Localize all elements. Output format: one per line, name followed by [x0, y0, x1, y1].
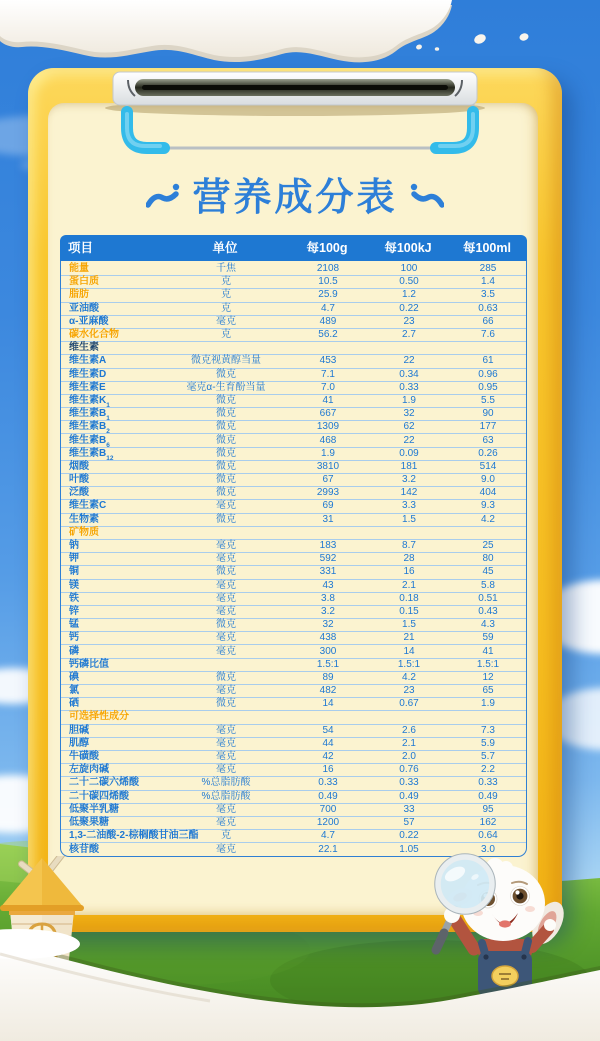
row-g: 2993 [316, 487, 340, 499]
table-row [61, 672, 526, 685]
row-ml: 1.4 [481, 276, 495, 288]
row-g: 3810 [316, 460, 340, 472]
row-unit: 毫克 [216, 764, 236, 776]
row-g: 667 [319, 408, 337, 420]
row-kj: 0.09 [399, 447, 419, 459]
row-ml: 5.5 [481, 394, 495, 406]
row-g: 56.2 [318, 329, 338, 341]
row-label: 牛磺酸 [69, 751, 99, 763]
row-ml: 66 [482, 315, 494, 327]
row-g: 300 [319, 645, 337, 657]
row-unit: 微克 [216, 566, 236, 578]
table-row [61, 817, 526, 830]
row-label: 维生素$B_2$ [69, 421, 110, 436]
row-label: 磷 [69, 645, 79, 657]
table-row [61, 369, 526, 382]
row-unit: 毫克 [216, 751, 236, 763]
table-section-row [61, 711, 526, 724]
row-kj: 1.5 [402, 513, 416, 525]
column-header: 每100kJ [384, 241, 432, 255]
row-ml: 65 [482, 685, 494, 697]
row-label: 钠 [69, 540, 79, 552]
row-g: 468 [319, 434, 337, 446]
row-kj: 21 [403, 632, 415, 644]
row-g: 16 [322, 764, 334, 776]
row-kj: 8.7 [402, 540, 416, 552]
row-unit: 毫克 [216, 685, 236, 697]
row-g: 1.5:1 [316, 658, 340, 670]
row-unit: 微克 [216, 474, 236, 486]
row-label: 左旋肉碱 [69, 764, 109, 776]
table-row [61, 580, 526, 593]
row-unit: 微克 [216, 698, 236, 710]
row-label: 钙 [69, 632, 79, 644]
column-header: 项目 [68, 241, 94, 255]
row-kj: 0.76 [399, 764, 419, 776]
row-g: 89 [322, 671, 334, 683]
row-ml: 2.2 [481, 764, 495, 776]
table-row [61, 263, 526, 276]
row-label: 二十二碳六烯酸 [69, 777, 139, 789]
row-unit: 微克 [216, 368, 236, 380]
row-g: 22.1 [318, 843, 338, 855]
row-ml: 90 [482, 408, 494, 420]
table-body [60, 261, 527, 857]
row-label: 肌醇 [69, 737, 89, 749]
row-g: 43 [322, 579, 334, 591]
table-row [61, 289, 526, 302]
row-unit: 克 [221, 830, 231, 842]
row-unit: 毫克α-生育酚当量 [186, 381, 266, 393]
row-g: 10.5 [318, 276, 338, 288]
row-ml: 5.8 [481, 579, 495, 591]
row-ml: 4.2 [481, 513, 495, 525]
row-label: 胆碱 [69, 724, 89, 736]
table-row [61, 566, 526, 579]
row-kj: 2.7 [402, 329, 416, 341]
row-unit: 毫克 [216, 816, 236, 828]
row-unit: 毫克 [216, 645, 236, 657]
row-g: 7.1 [321, 368, 335, 380]
table-row [61, 751, 526, 764]
row-ml: 3.0 [481, 843, 495, 855]
row-g: 69 [322, 500, 334, 512]
row-unit: 克 [221, 329, 231, 341]
row-ml: 9.3 [481, 500, 495, 512]
column-header: 每100g [306, 241, 348, 255]
row-ml: 285 [479, 263, 497, 275]
row-unit: 克 [221, 276, 231, 288]
row-g: 331 [319, 566, 337, 578]
row-ml: 59 [482, 632, 494, 644]
row-ml: 45 [482, 566, 494, 578]
column-header: 单位 [212, 241, 238, 255]
row-unit: 毫克 [216, 843, 236, 855]
title-deco-right [410, 183, 444, 213]
row-g: 44 [322, 737, 334, 749]
row-label: 碘 [69, 671, 79, 683]
row-kj: 0.33 [399, 381, 419, 393]
row-kj: 32 [403, 408, 415, 420]
row-g: 31 [322, 513, 334, 525]
table-row [61, 461, 526, 474]
row-ml: 3.5 [481, 289, 495, 301]
row-label: 锌 [69, 605, 79, 617]
row-label: 硒 [69, 698, 79, 710]
row-kj: 1.05 [399, 843, 419, 855]
table-section-row [61, 342, 526, 355]
row-label: 能量 [69, 263, 89, 275]
row-kj: 14 [403, 645, 415, 657]
row-ml: 95 [482, 803, 494, 815]
row-g: 1309 [316, 421, 340, 433]
row-kj: 2.0 [402, 751, 416, 763]
row-unit: 千焦 [216, 263, 236, 275]
title-bar [28, 172, 562, 224]
row-label: 维生素$B_6$ [69, 434, 110, 449]
row-ml: 80 [482, 553, 494, 565]
row-unit: 毫克 [216, 632, 236, 644]
row-unit: %总脂肪酸 [201, 777, 251, 789]
row-ml: 7.6 [481, 329, 495, 341]
row-ml: 0.43 [478, 605, 498, 617]
row-ml: 162 [479, 816, 497, 828]
milk-wave-bottom [0, 928, 600, 1041]
row-kj: 100 [400, 263, 418, 275]
row-unit: 毫克 [216, 592, 236, 604]
table-row [61, 685, 526, 698]
row-g: 67 [322, 474, 334, 486]
row-unit: 毫克 [216, 500, 236, 512]
clipboard-clip [90, 66, 510, 162]
row-g: 438 [319, 632, 337, 644]
row-label: 维生素A [69, 355, 107, 367]
row-unit: 微克 [216, 421, 236, 433]
row-kj: 0.50 [399, 276, 419, 288]
row-ml: 5.9 [481, 737, 495, 749]
row-label: 脂肪 [69, 289, 89, 301]
row-label: 蛋白质 [69, 276, 99, 288]
table-row [61, 487, 526, 500]
row-label: 低聚果糖 [69, 816, 109, 828]
row-label: 维生素C [69, 500, 107, 512]
table-row [61, 764, 526, 777]
row-kj: 28 [403, 553, 415, 565]
row-kj: 4.2 [402, 671, 416, 683]
table-row [61, 316, 526, 329]
row-g: 42 [322, 751, 334, 763]
row-ml: 41 [482, 645, 494, 657]
row-ml: 1.9 [481, 698, 495, 710]
row-unit: 毫克 [216, 315, 236, 327]
row-g: 489 [319, 315, 337, 327]
row-ml: 9.0 [481, 474, 495, 486]
row-kj: 0.67 [399, 698, 419, 710]
row-ml: 0.96 [478, 368, 498, 380]
table-row [61, 619, 526, 632]
row-ml: 0.95 [478, 381, 498, 393]
row-g: 700 [319, 803, 337, 815]
table-row [61, 632, 526, 645]
row-label: 叶酸 [69, 474, 89, 486]
row-label: 1,3-二油酸-2-棕榈酸甘油三酯 [69, 830, 199, 842]
row-label: 碳水化合物 [69, 329, 119, 341]
row-ml: 0.49 [478, 790, 498, 802]
row-unit: 微克 [216, 408, 236, 420]
row-kj: 0.49 [399, 790, 419, 802]
table-row [61, 408, 526, 421]
row-g: 54 [322, 724, 334, 736]
row-kj: 0.18 [399, 592, 419, 604]
row-unit: 毫克 [216, 724, 236, 736]
row-ml: 25 [482, 540, 494, 552]
table-row [61, 355, 526, 368]
row-ml: 12 [482, 671, 494, 683]
row-label: 钾 [69, 553, 79, 565]
table-row [61, 804, 526, 817]
row-ml: 1.5:1 [476, 658, 500, 670]
table-section-row [61, 527, 526, 540]
row-kj: 1.5 [402, 619, 416, 631]
row-unit: 毫克 [216, 579, 236, 591]
row-unit: 微克 [216, 671, 236, 683]
row-label: 生物素 [69, 513, 99, 525]
row-kj: 142 [400, 487, 418, 499]
row-label: 维生素 [69, 342, 99, 354]
row-unit: 毫克 [216, 605, 236, 617]
row-g: 1200 [316, 816, 340, 828]
row-label: 维生素D [69, 368, 107, 380]
row-g: 7.0 [321, 381, 335, 393]
table-header [60, 235, 527, 261]
table-row [61, 329, 526, 342]
row-label: 可选择性成分 [69, 711, 129, 723]
row-ml: 5.7 [481, 751, 495, 763]
row-label: 镁 [69, 579, 79, 591]
row-label: 锰 [69, 619, 79, 631]
row-g: 2108 [316, 263, 340, 275]
table-row [61, 553, 526, 566]
row-label: 钙磷比值 [69, 658, 109, 670]
row-kj: 22 [403, 355, 415, 367]
row-unit: %总脂肪酸 [201, 790, 251, 802]
row-kj: 181 [400, 460, 418, 472]
table-row [61, 421, 526, 434]
row-ml: 0.63 [478, 302, 498, 314]
table-row [61, 738, 526, 751]
row-ml: 0.51 [478, 592, 498, 604]
row-g: 592 [319, 553, 337, 565]
row-kj: 23 [403, 315, 415, 327]
row-ml: 7.3 [481, 724, 495, 736]
row-kj: 16 [403, 566, 415, 578]
table-row [61, 382, 526, 395]
table-row [61, 434, 526, 447]
row-g: 1.9 [321, 447, 335, 459]
row-g: 183 [319, 540, 337, 552]
table-row [61, 791, 526, 804]
row-ml: 514 [479, 460, 497, 472]
table-row [61, 540, 526, 553]
table-row [61, 606, 526, 619]
row-g: 4.7 [321, 830, 335, 842]
table-row [61, 500, 526, 513]
row-kj: 0.33 [399, 777, 419, 789]
table-row [61, 725, 526, 738]
column-header: 每100ml [463, 241, 511, 255]
table-row [61, 593, 526, 606]
row-label: 低聚半乳糖 [69, 803, 119, 815]
row-kj: 33 [403, 803, 415, 815]
row-label: 铜 [69, 566, 79, 578]
table-row [61, 645, 526, 658]
row-g: 482 [319, 685, 337, 697]
table-row [61, 474, 526, 487]
table-row [61, 514, 526, 527]
row-g: 4.7 [321, 302, 335, 314]
row-unit: 毫克 [216, 553, 236, 565]
row-g: 0.33 [318, 777, 338, 789]
title-deco-left [146, 183, 180, 213]
row-kj: 2.1 [402, 579, 416, 591]
row-unit: 微克 [216, 394, 236, 406]
row-unit: 微克 [216, 447, 236, 459]
row-label: 维生素E [69, 381, 106, 393]
row-label: 氯 [69, 685, 79, 697]
row-ml: 0.26 [478, 447, 498, 459]
row-ml: 63 [482, 434, 494, 446]
row-g: 453 [319, 355, 337, 367]
page-title: 营养成分表 [192, 177, 398, 219]
row-g: 25.9 [318, 289, 338, 301]
row-unit: 克 [221, 289, 231, 301]
row-label: α-亚麻酸 [69, 315, 109, 327]
row-label: 烟酸 [69, 460, 89, 472]
row-kj: 22 [403, 434, 415, 446]
row-kj: 2.6 [402, 724, 416, 736]
row-unit: 毫克 [216, 540, 236, 552]
row-kj: 3.2 [402, 474, 416, 486]
row-unit: 微克 [216, 434, 236, 446]
row-ml: 404 [479, 487, 497, 499]
row-kj: 2.1 [402, 737, 416, 749]
row-kj: 3.3 [402, 500, 416, 512]
row-kj: 0.15 [399, 605, 419, 617]
row-unit: 微克 [216, 460, 236, 472]
row-g: 41 [322, 394, 334, 406]
row-unit: 微克 [216, 487, 236, 499]
table-row [61, 395, 526, 408]
row-kj: 1.2 [402, 289, 416, 301]
table-row [61, 276, 526, 289]
row-kj: 23 [403, 685, 415, 697]
table-row [61, 659, 526, 672]
table-row [61, 698, 526, 711]
row-label: 维生素$K_1$ [69, 394, 110, 409]
table-row [61, 448, 526, 461]
row-kj: 57 [403, 816, 415, 828]
table-row [61, 777, 526, 790]
row-ml: 0.33 [478, 777, 498, 789]
table-row [61, 303, 526, 316]
row-unit: 克 [221, 302, 231, 314]
row-kj: 1.9 [402, 394, 416, 406]
row-unit: 微克 [216, 619, 236, 631]
row-unit: 微克视黄醇当量 [191, 355, 261, 367]
nutrition-table [60, 235, 527, 857]
row-g: 14 [322, 698, 334, 710]
row-g: 3.2 [321, 605, 335, 617]
row-kj: 62 [403, 421, 415, 433]
row-g: 0.49 [318, 790, 338, 802]
row-label: 维生素$B_1$ [69, 408, 110, 423]
row-ml: 0.64 [478, 830, 498, 842]
row-ml: 177 [479, 421, 497, 433]
table-row [61, 830, 526, 843]
row-label: 铁 [69, 592, 79, 604]
row-g: 3.8 [321, 592, 335, 604]
row-label: 矿物质 [69, 526, 99, 538]
row-kj: 0.22 [399, 302, 419, 314]
row-kj: 0.34 [399, 368, 419, 380]
row-label: 二十碳四烯酸 [69, 790, 129, 802]
row-unit: 毫克 [216, 803, 236, 815]
row-label: 亚油酸 [69, 302, 99, 314]
row-label: 泛酸 [69, 487, 89, 499]
row-unit: 微克 [216, 513, 236, 525]
row-ml: 4.3 [481, 619, 495, 631]
row-ml: 61 [482, 355, 494, 367]
row-unit: 毫克 [216, 737, 236, 749]
row-kj: 0.22 [399, 830, 419, 842]
row-label: 核苷酸 [69, 843, 99, 855]
row-label: 维生素$B_{12}$ [69, 447, 114, 462]
row-kj: 1.5:1 [397, 658, 421, 670]
row-g: 32 [322, 619, 334, 631]
